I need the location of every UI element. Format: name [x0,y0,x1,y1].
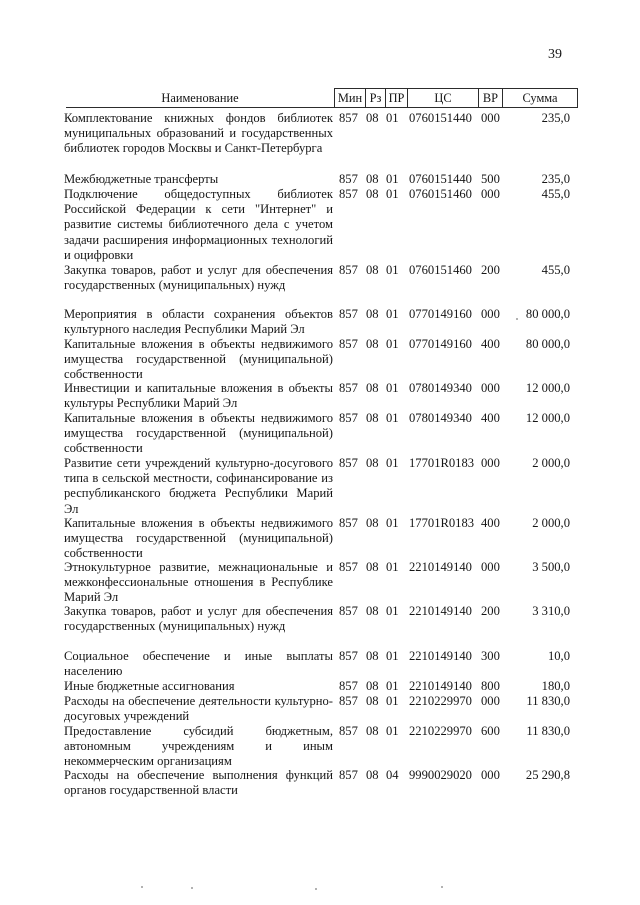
row-sum: 180,0 [541,679,570,693]
row-pr: 01 [386,456,399,470]
row-sum: 11 830,0 [526,724,570,738]
row-pr: 01 [386,560,399,574]
header-min: Мин [337,91,363,105]
row-rz: 08 [366,111,379,125]
row-min: 857 [339,724,358,738]
row-pr: 01 [386,649,399,663]
row-vr: 000 [481,307,500,321]
row-vr: 000 [481,768,500,782]
row-vr: 000 [481,456,500,470]
row-min: 857 [339,337,358,351]
row-rz: 08 [366,187,379,201]
row-cs: 9990029020 [409,768,472,782]
scan-speck [141,886,143,888]
row-vr: 400 [481,411,500,425]
row-pr: 01 [386,263,399,277]
row-vr: 500 [481,172,500,186]
row-vr: 200 [481,604,500,618]
row-pr: 01 [386,604,399,618]
row-sum: 25 290,8 [525,768,570,782]
row-cs: 0760151460 [409,187,472,201]
row-name: Капитальные вложения в объекты недвижимого имущества государственной (муниципальной) собственности [64,411,333,456]
row-cs: 17701R0183 [409,456,475,470]
row-name: Расходы на обеспечение выполнения функций органов государственной власти [64,768,333,798]
row-rz: 08 [366,649,379,663]
row-name: Закупка товаров, работ и услуг для обеспечения государственных (муниципальных) нужд [64,263,333,293]
row-vr: 000 [481,187,500,201]
scan-speck [516,318,518,320]
row-name: Социальное обеспечение и иные выплаты населению [64,649,333,679]
row-cs: 2210149140 [409,560,472,574]
row-rz: 08 [366,172,379,186]
row-cs: 2210149140 [409,604,472,618]
row-rz: 08 [366,263,379,277]
row-pr: 01 [386,381,399,395]
header-name: Наименование [161,91,239,105]
header-sum: Сумма [522,91,558,105]
row-sum: 455,0 [541,263,570,277]
row-name: Предоставление субсидий бюджетным, автономным учреждениям и иным некоммерческим организациям [64,724,333,769]
row-min: 857 [339,263,358,277]
scan-speck [191,887,193,889]
row-cs: 2210149140 [409,649,472,663]
row-name: Межбюджетные трансферты [64,172,219,186]
row-vr: 200 [481,263,500,277]
header-divider [577,88,578,108]
row-sum: 2 000,0 [532,456,570,470]
row-name: Этнокультурное развитие, межнациональные и межконфессиональные отношения в Республике Марий Эл [64,560,333,605]
row-pr: 01 [386,337,399,351]
row-sum: 455,0 [541,187,570,201]
row-rz: 08 [366,694,379,708]
header-vr: ВР [482,91,499,105]
row-pr: 01 [386,724,399,738]
row-vr: 300 [481,649,500,663]
row-sum: 10,0 [547,649,570,663]
row-name: Комплектование книжных фондов библиотек муниципальных образований и государственных библиотек городов Москвы и Санкт-Петербурга [64,111,333,156]
row-sum: 2 000,0 [532,516,570,530]
row-name: Подключение общедоступных библиотек Российской Федерации к сети "Интернет" и развитие системы библиотечного дела с учетом задачи расширения информационных технологий и оцифровки [64,187,333,262]
row-min: 857 [339,679,358,693]
row-cs: 0760151440 [409,111,472,125]
row-name: Иные бюджетные ассигнования [64,679,235,693]
row-vr: 600 [481,724,500,738]
page-number: 39 [548,47,562,62]
row-name: Развитие сети учреждений культурно-досугового типа в сельской местности, софинансирование из республиканского бюджета Республики Марий Эл [64,456,333,516]
row-pr: 01 [386,111,399,125]
row-cs: 0770149160 [409,307,472,321]
row-min: 857 [339,111,358,125]
row-min: 857 [339,768,358,782]
row-rz: 08 [366,604,379,618]
header-cs: ЦС [434,91,452,105]
row-pr: 04 [386,768,399,782]
row-rz: 08 [366,307,379,321]
row-min: 857 [339,456,358,470]
row-min: 857 [339,560,358,574]
row-min: 857 [339,694,358,708]
row-pr: 01 [386,679,399,693]
row-sum: 12 000,0 [525,411,570,425]
table-header [66,88,578,108]
row-pr: 01 [386,516,399,530]
row-cs: 2210229970 [409,724,472,738]
row-cs: 17701R0183 [409,516,475,530]
row-name: Расходы на обеспечение деятельности культурно-досуговых учреждений [64,694,333,724]
row-cs: 0770149160 [409,337,472,351]
header-pr: ПР [388,91,405,105]
scan-speck [315,888,317,890]
row-sum: 80 000,0 [525,307,570,321]
row-rz: 08 [366,768,379,782]
row-min: 857 [339,381,358,395]
row-rz: 08 [366,456,379,470]
row-rz: 08 [366,724,379,738]
row-name: Капитальные вложения в объекты недвижимого имущества государственной (муниципальной) собственности [64,516,333,561]
row-sum: 11 830,0 [526,694,570,708]
row-cs: 0780149340 [409,411,472,425]
row-rz: 08 [366,337,379,351]
header-rz: Рз [369,91,382,105]
row-rz: 08 [366,560,379,574]
scan-speck [441,886,443,888]
row-min: 857 [339,604,358,618]
row-sum: 12 000,0 [525,381,570,395]
row-vr: 800 [481,679,500,693]
row-sum: 235,0 [541,172,570,186]
row-rz: 08 [366,516,379,530]
row-sum: 235,0 [541,111,570,125]
row-name: Капитальные вложения в объекты недвижимого имущества государственной (муниципальной) собственности [64,337,333,382]
row-pr: 01 [386,307,399,321]
row-cs: 0760151460 [409,263,472,277]
row-min: 857 [339,307,358,321]
row-sum: 80 000,0 [525,337,570,351]
row-name: Инвестиции и капитальные вложения в объекты культуры Республики Марий Эл [64,381,333,411]
row-name: Закупка товаров, работ и услуг для обеспечения государственных (муниципальных) нужд [64,604,333,634]
row-min: 857 [339,411,358,425]
row-rz: 08 [366,381,379,395]
row-min: 857 [339,187,358,201]
row-rz: 08 [366,679,379,693]
row-min: 857 [339,172,358,186]
row-cs: 0760151440 [409,172,472,186]
row-pr: 01 [386,187,399,201]
row-cs: 2210149140 [409,679,472,693]
row-sum: 3 310,0 [532,604,570,618]
row-vr: 000 [481,694,500,708]
row-pr: 01 [386,411,399,425]
row-name: Мероприятия в области сохранения объектов культурного наследия Республики Марий Эл [64,307,333,337]
row-min: 857 [339,649,358,663]
row-vr: 400 [481,516,500,530]
row-sum: 3 500,0 [532,560,570,574]
row-min: 857 [339,516,358,530]
row-pr: 01 [386,694,399,708]
row-vr: 000 [481,560,500,574]
row-cs: 2210229970 [409,694,472,708]
row-vr: 400 [481,337,500,351]
row-vr: 000 [481,381,500,395]
row-rz: 08 [366,411,379,425]
row-vr: 000 [481,111,500,125]
row-pr: 01 [386,172,399,186]
row-cs: 0780149340 [409,381,472,395]
